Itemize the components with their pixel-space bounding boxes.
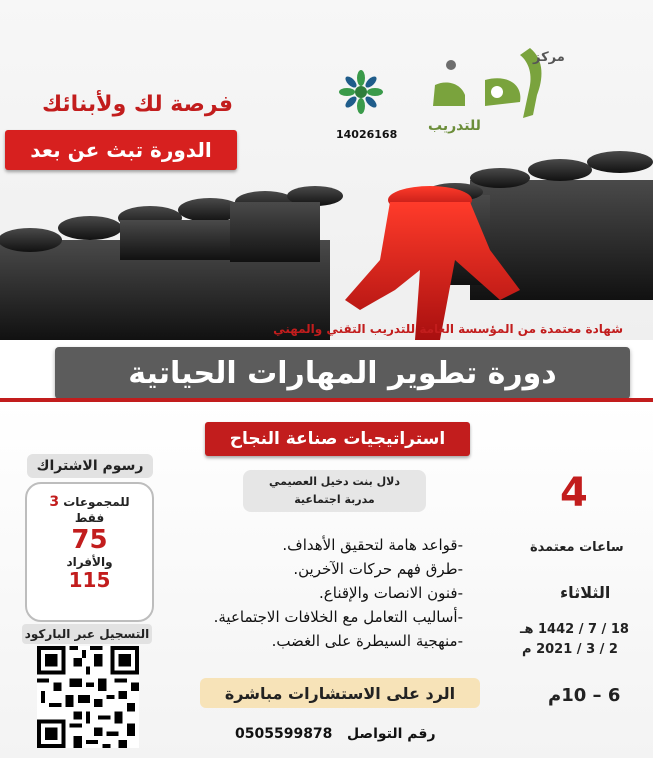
course-subtitle: استراتيجيات صناعة النجاح [205,422,470,456]
course-title: دورة تطوير المهارات الحياتية [55,347,630,399]
course-time: 6 – 10م [548,685,621,706]
fee-group-label: للمجموعات [63,495,130,509]
date-hijri: 18 / 7 / 1442 هـ [520,622,629,637]
fee-group-line [27,494,152,510]
topic-item: -طرق فهم حركات الآخرين. [293,560,463,578]
license-number: 14026168 [336,128,398,141]
hours-label: ساعات معتمدة [530,540,624,555]
course-day: الثلاثاء [560,583,611,602]
topic-item: -قواعد هامة لتحقيق الأهداف. [282,536,463,554]
fee-group-count: 3 [49,494,60,510]
date-gregorian: 2 / 3 / 2021 م [522,642,618,657]
contact-phone[interactable]: 0505599878 [235,726,333,742]
consultation-banner: الرد على الاستشارات مباشرة [200,678,480,708]
topics-list [214,533,463,653]
fees-header: رسوم الاشتراك [27,454,153,478]
barcode-label: التسجيل عبر الباركود [22,624,152,644]
leader-figures-illustration [0,140,653,340]
fee-group-note: فقط [74,511,105,525]
tagline: فرصة لك ولأبنائك [41,92,233,117]
contact-line [235,726,436,742]
registration-qr-code[interactable] [37,646,139,748]
fee-individual-price: 115 [68,568,111,592]
fees-card [25,482,154,622]
contact-label: رقم التواصل [347,726,436,742]
remote-badge: الدورة تبث عن بعد [5,130,237,170]
trainer-card [243,470,426,512]
trainer-name: دلال بنت دخيل العصيمي [269,475,400,488]
topic-item: -منهجية السيطرة على الغضب. [271,632,463,650]
hours-number: 4 [560,470,588,516]
trainer-role: مدربة اجتماعية [294,493,375,506]
brand-subtitle: للتدريب [428,118,481,134]
certificate-note: شهادة معتمدة من المؤسسة العامة للتدريب التقني والمهني [273,322,623,336]
brand-prefix: مركز [533,50,565,65]
fee-individual-label: والأفراد [66,555,113,569]
topic-item: -أساليب التعامل مع الخلافات الاجتماعية. [213,608,463,626]
topic-item: -فنون الانصات والإقناع. [319,584,463,602]
tvtc-logo-icon [338,66,384,122]
fee-group-price: 75 [71,525,108,555]
